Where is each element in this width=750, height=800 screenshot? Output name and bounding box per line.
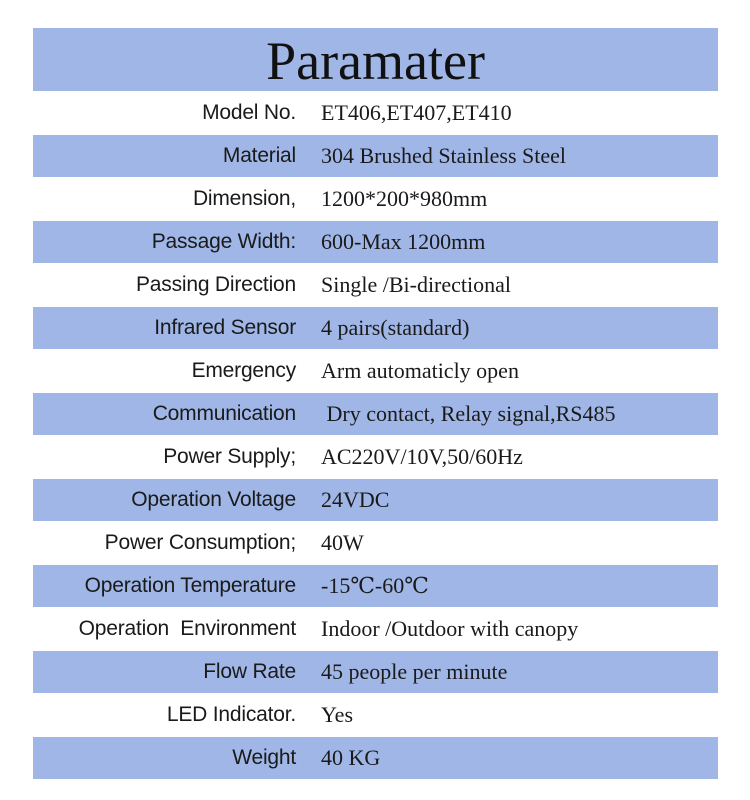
row-label-material: Material [222, 144, 296, 167]
table-row [33, 178, 718, 221]
row-label-flow-rate: Flow Rate [203, 660, 296, 683]
row-value-operation-environment: Indoor /Outdoor with canopy [321, 616, 579, 641]
table-row [33, 393, 718, 436]
row-label-passage-width: Passage Width: [151, 230, 296, 253]
row-label-weight: Weight [232, 746, 296, 769]
row-value-passing-direction: Single /Bi-directional [321, 272, 512, 297]
table-row [33, 479, 718, 522]
row-value-emergency: Arm automaticly open [321, 358, 519, 383]
row-label-power-supply: Power Supply; [163, 445, 296, 468]
table-row [33, 608, 718, 651]
row-label-operation-voltage: Operation Voltage [131, 488, 296, 511]
row-value-passage-width: 600-Max 1200mm [321, 229, 486, 254]
row-label-emergency: Emergency [191, 359, 296, 382]
table-row [33, 436, 718, 479]
row-label-operation-environment: Operation Environment [78, 617, 296, 640]
row-value-led-indicator: Yes [321, 702, 354, 727]
table-row [33, 264, 718, 307]
row-value-communication: Dry contact, Relay signal,RS485 [321, 401, 616, 426]
table-row [33, 135, 718, 178]
row-label-operation-temperature: Operation Temperature [84, 574, 296, 597]
table-row [33, 522, 718, 565]
table-row [33, 651, 718, 694]
row-label-power-consumption: Power Consumption; [104, 531, 296, 554]
table-row [33, 92, 718, 135]
table-row [33, 565, 718, 608]
table-row [33, 307, 718, 350]
row-value-power-supply: AC220V/10V,50/60Hz [321, 444, 523, 469]
row-value-flow-rate: 45 people per minute [321, 659, 508, 684]
table-row [33, 350, 718, 393]
row-label-passing-direction: Passing Direction [135, 273, 296, 296]
row-label-led-indicator: LED Indicator. [166, 703, 296, 726]
row-value-operation-temperature: -15℃-60℃ [321, 573, 429, 598]
parameter-table [33, 28, 718, 780]
row-label-infrared-sensor: Infrared Sensor [154, 316, 296, 339]
row-label-communication: Communication [152, 402, 296, 425]
row-value-infrared-sensor: 4 pairs(standard) [321, 315, 470, 340]
table-title: Paramater [33, 28, 718, 92]
row-label-dimension: Dimension, [192, 187, 296, 210]
row-value-power-consumption: 40W [321, 530, 364, 555]
row-value-operation-voltage: 24VDC [321, 487, 390, 512]
table-row [33, 737, 718, 780]
row-value-material: 304 Brushed Stainless Steel [321, 143, 567, 168]
table-row [33, 221, 718, 264]
row-value-model-no: ET406,ET407,ET410 [321, 100, 512, 125]
row-value-weight: 40 KG [321, 745, 381, 770]
row-label-model-no: Model No. [202, 101, 296, 124]
row-value-dimension: 1200*200*980mm [321, 186, 488, 211]
table-row [33, 694, 718, 737]
